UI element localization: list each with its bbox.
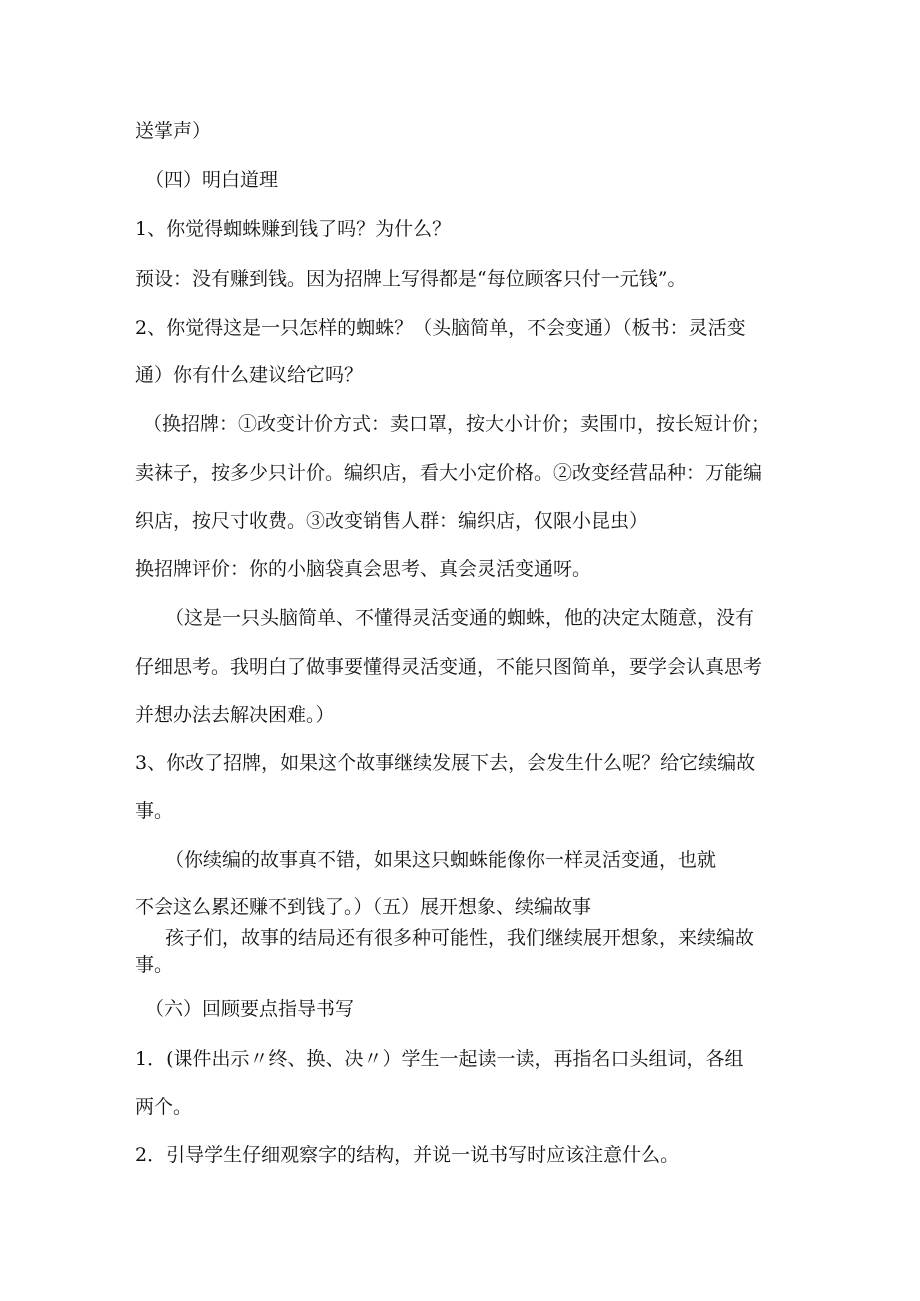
text-line: 送掌声） — [135, 120, 212, 142]
text-line: （换招牌：①改变计价方式：卖口罩，按大小计价；卖围巾，按长短计价； — [143, 413, 771, 435]
text-line: 卖袜子，按多少只计价。编织店，看大小定价格。②改变经营品种：万能编 — [135, 462, 763, 484]
text-line: 并想办法去解决困难。） — [135, 704, 335, 726]
text-line: 事。 — [135, 800, 174, 822]
text-line: 织店，按尺寸收费。③改变销售人群：编织店，仅限小昆虫） — [135, 510, 649, 532]
question-line: 3、你改了招牌，如果这个故事继续发展下去，会发生什么呢？给它续编故 — [135, 752, 756, 774]
list-item: 1．(课件出示〃终、换、决〃）学生一起读一读，再指名口头组词，各组 — [135, 1048, 744, 1070]
question-line: 2、你觉得这是一只怎样的蜘蛛？（头脑简单，不会变通）（板书：灵活变 — [135, 317, 746, 339]
text-line: 换招牌评价：你的小脑袋真会思考、真会灵活变通呀。 — [135, 558, 592, 580]
question-line: 1、你觉得蜘蛛赚到钱了吗？为什么？ — [135, 218, 452, 240]
text-line: （这是一只头脑简单、不懂得灵活变通的蜘蛛，他的决定太随意，没有 — [165, 607, 755, 629]
text-line: 两个。 — [135, 1096, 193, 1118]
text-line: 通）你有什么建议给它吗？ — [135, 364, 364, 386]
text-line: 事。 — [135, 954, 174, 976]
text-line: 不会这么累还赚不到钱了。）（五）展开想象、续编故事 — [135, 896, 592, 918]
section-heading: （四）明白道理 — [145, 169, 279, 191]
text-line: 预设：没有赚到钱。因为招牌上写得都是“每位顾客只付一元钱”。 — [135, 268, 687, 290]
text-line: 仔细思考。我明白了做事要懂得灵活变通，不能只图简单，要学会认真思考 — [135, 656, 763, 678]
section-heading: （六）回顾要点指导书写 — [145, 998, 355, 1020]
text-line: 孩子们，故事的结局还有很多种可能性，我们继续展开想象，来续编故 — [165, 927, 755, 949]
text-line: （你续编的故事真不错，如果这只蜘蛛能像你一样灵活变通，也就 — [165, 849, 717, 871]
list-item: 2．引导学生仔细观察字的结构，并说一说书写时应该注意什么。 — [135, 1144, 680, 1166]
